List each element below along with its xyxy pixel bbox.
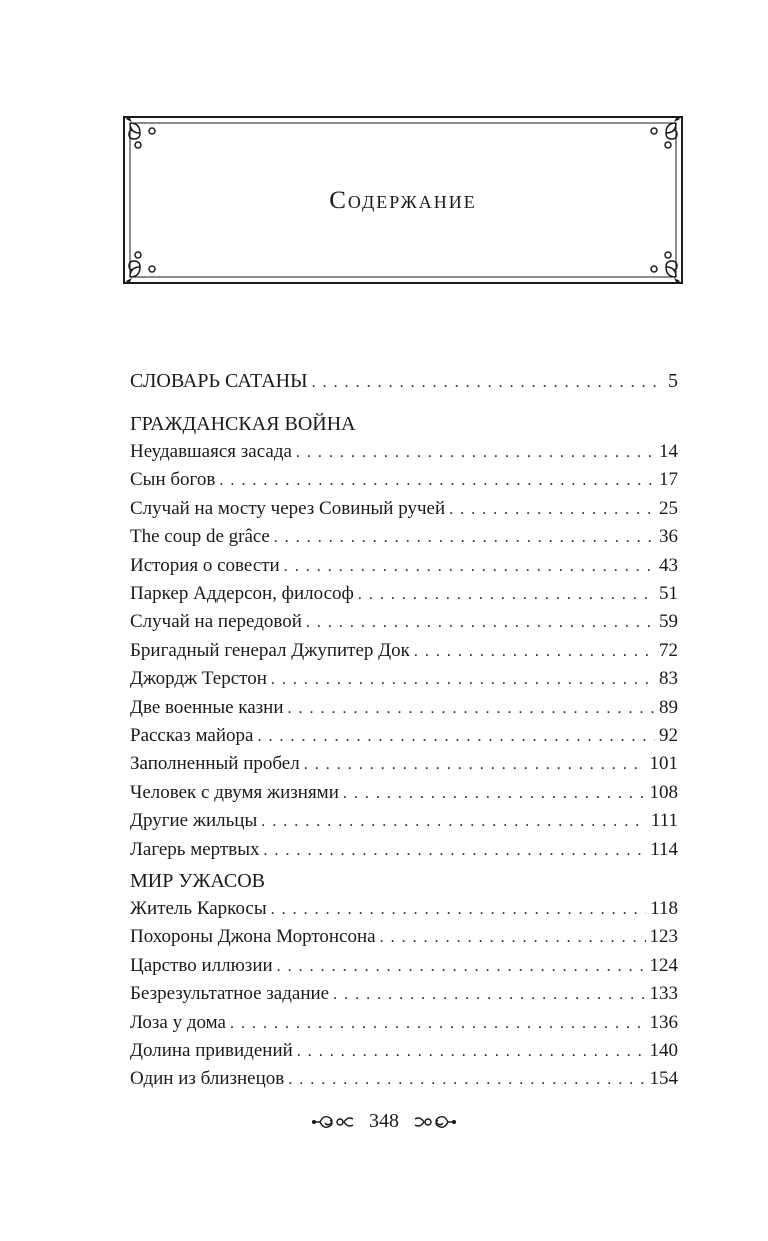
dot-leader (380, 924, 646, 951)
toc-entry-title: Один из близнецов (130, 1068, 285, 1090)
dot-leader (271, 666, 655, 693)
dot-leader (306, 609, 655, 636)
toc-entry-title: Царство иллюзии (130, 954, 273, 976)
dot-leader (333, 981, 645, 1008)
dot-leader (284, 553, 655, 580)
toc-entry-page: 101 (649, 753, 678, 775)
toc-entry[interactable] (130, 750, 678, 778)
toc-entry-page: 5 (668, 370, 678, 392)
toc-entry-page: 133 (649, 983, 678, 1005)
dot-leader (261, 808, 647, 835)
dot-leader (414, 638, 655, 665)
toc-entry-title: Рассказ майора (130, 725, 254, 747)
toc-entry-title: Лоза у дома (130, 1011, 226, 1033)
dot-leader (277, 953, 646, 980)
toc-entry[interactable] (130, 836, 678, 864)
dot-leader (288, 1066, 645, 1093)
toc-entry-page: 83 (659, 668, 678, 690)
toc-entry-title: The coup de grâce (130, 526, 270, 548)
toc-entry[interactable] (130, 1009, 678, 1037)
toc-entry[interactable] (130, 523, 678, 551)
toc-entry-title: Долина привидений (130, 1040, 293, 1062)
toc-entry[interactable] (130, 807, 678, 835)
toc-entry-title: Джордж Терстон (130, 668, 267, 690)
toc-entry[interactable] (130, 665, 678, 693)
toc-entry-page: 154 (649, 1068, 678, 1090)
toc-entry[interactable] (130, 580, 678, 608)
toc-entry[interactable] (130, 779, 678, 807)
dot-leader (219, 467, 655, 494)
dot-leader (297, 1038, 646, 1065)
toc-entry-title: Случай на мосту через Совиный ручей (130, 497, 446, 519)
right-flourish-icon (412, 1111, 458, 1133)
toc-entry[interactable] (130, 694, 678, 722)
toc-entry-page: 36 (659, 526, 678, 548)
dot-leader (263, 837, 646, 864)
toc-entry-page: 108 (649, 781, 678, 803)
toc-entry[interactable] (130, 1065, 678, 1093)
toc-entry-title: Заполненный пробел (130, 753, 300, 775)
toc-entry[interactable] (130, 495, 678, 523)
toc-entry[interactable] (130, 368, 678, 396)
dot-leader (271, 896, 647, 923)
dot-leader (230, 1010, 646, 1037)
toc-intro (130, 368, 678, 396)
toc-entry[interactable] (130, 952, 678, 980)
dot-leader (296, 439, 655, 466)
dot-leader (449, 496, 655, 523)
toc-entry[interactable] (130, 637, 678, 665)
toc-entry-page: 124 (649, 954, 678, 976)
section-heading: МИР УЖАСОВ (130, 870, 265, 892)
toc-entry-title: Безрезультатное задание (130, 983, 330, 1005)
toc-entry[interactable] (130, 1037, 678, 1065)
toc-entry-page: 17 (659, 469, 678, 491)
toc-entry-title: Другие жильцы (130, 810, 258, 832)
toc-entry-title: Случай на передовой (130, 611, 302, 633)
page-title: Содержание (329, 187, 477, 214)
toc-entry[interactable] (130, 438, 678, 466)
toc-entry-title: Человек с двумя жизнями (130, 781, 339, 803)
toc-entry-page: 111 (650, 810, 678, 832)
dot-leader (358, 581, 655, 608)
dot-leader (288, 695, 655, 722)
toc-entry-title: Неудавшаяся засада (130, 441, 292, 462)
toc-entry[interactable] (130, 980, 678, 1008)
page-number: 348 (369, 1110, 399, 1132)
toc-entry-page: 51 (659, 583, 678, 605)
toc-entry-page: 43 (659, 554, 678, 576)
toc-entry-title: Паркер Аддерсон, философ (130, 583, 354, 605)
toc-entry[interactable] (130, 466, 678, 494)
toc-entry[interactable] (130, 552, 678, 580)
toc-entry-page: 89 (659, 696, 678, 718)
toc-entry-page: 25 (659, 497, 678, 519)
toc-entry-title: Похороны Джона Мортонсона (130, 926, 376, 948)
toc-entry-page: 59 (659, 611, 678, 633)
toc-entry[interactable] (130, 608, 678, 636)
toc-entry[interactable] (130, 722, 678, 750)
toc-entry-page: 114 (650, 838, 678, 860)
dot-leader (312, 369, 664, 396)
toc-entry-title: Сын богов (130, 469, 216, 491)
toc-entry-page: 123 (649, 926, 678, 948)
page-footer (0, 1110, 768, 1133)
toc-entry[interactable] (130, 895, 678, 923)
toc-entry-title: Бригадный генерал Джупитер Док (130, 639, 410, 661)
toc-entry[interactable] (130, 923, 678, 951)
toc-entry-title: История о совести (130, 554, 280, 576)
dot-leader (274, 524, 655, 551)
toc-section-world-of-horrors (130, 868, 678, 1094)
toc-entry-title: СЛОВАРЬ САТАНЫ (130, 370, 308, 392)
toc-entry-page: 72 (659, 639, 678, 661)
toc-entry-title: Лагерь мертвых (130, 838, 260, 860)
dot-leader (257, 723, 655, 750)
toc-entry-page: 140 (649, 1040, 678, 1062)
toc-entry-title: Две военные казни (130, 696, 284, 718)
left-flourish-icon (310, 1111, 356, 1133)
toc-entry-page: 136 (649, 1011, 678, 1033)
dot-leader (343, 780, 646, 807)
toc-entry-page: 92 (659, 725, 678, 747)
toc-entry-page: 118 (650, 898, 678, 919)
toc-entry-title: Житель Каркосы (130, 898, 267, 919)
toc-section-civil-war (130, 411, 678, 864)
toc-entry-page: 14 (659, 441, 678, 462)
section-heading: ГРАЖДАНСКАЯ ВОЙНА (130, 413, 356, 435)
title-frame (122, 115, 684, 285)
dot-leader (304, 751, 646, 778)
